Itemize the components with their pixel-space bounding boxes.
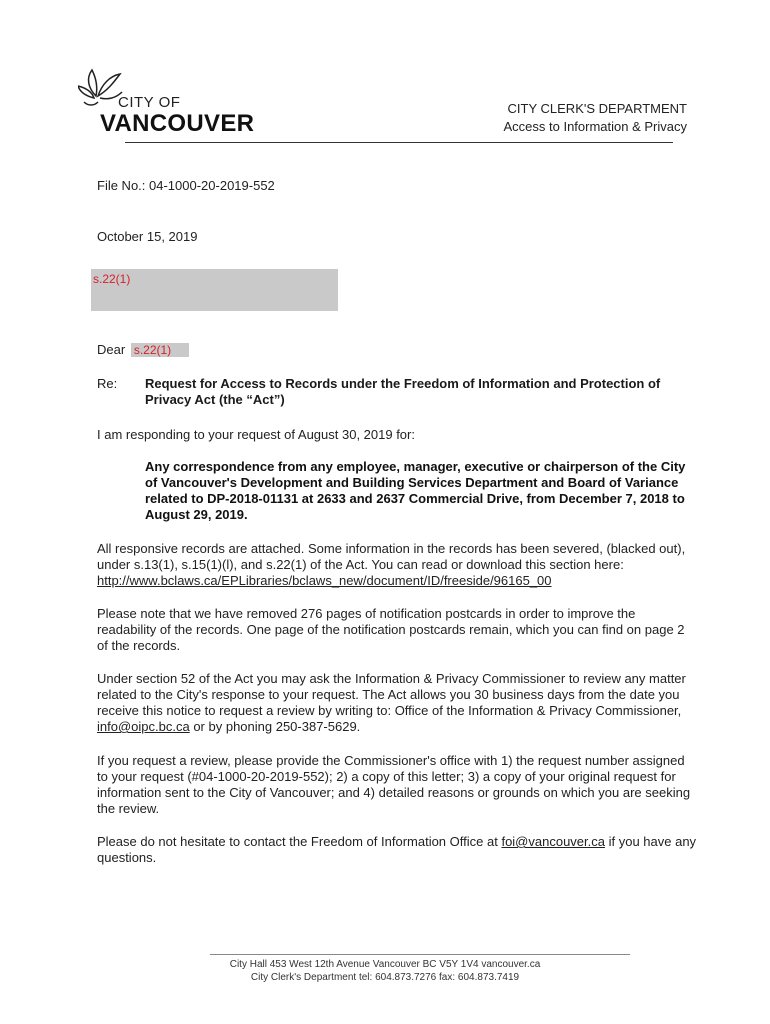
bclaws-link[interactable]: http://www.bclaws.ca/EPLibraries/bclaws_new/document/ID/freeside/96165_00 [97,573,552,588]
foi-email-link[interactable]: foi@vancouver.ca [501,834,605,849]
paragraph-contact [97,834,697,866]
responding-line: I am responding to your request of August 30, 2019 for: [97,427,415,442]
department-header [503,100,687,136]
oipc-email-link[interactable]: info@oipc.bc.ca [97,719,190,734]
salutation-redaction: s.22(1) [131,343,189,357]
paragraph-review-requirements: If you request a review, please provide the Commissioner's office with 1) the request number assigned to your request (#04-1000-20-2019-552); 2) a copy of this letter; 3) a copy of your original request for information sent to the City of Vancouver; and 4) detailed reasons or grounds on which you are seeking the review. [97,753,691,816]
address-redaction [91,269,338,311]
city-logo [78,62,258,142]
review-rights-phone: or by phoning 250-387-5629. [193,719,361,734]
footer-contact: City Clerk's Department tel: 604.873.7276 fax: 604.873.7419 [250,972,520,983]
contact-text-end: if you have any questions. [97,834,697,865]
responsive-records-text: All responsive records are attached. Some information in the records has been severed, (blacked out), under s.13(1), s.15(1)(l), and s.22(1) of the Act. You can read or download this section here: [97,541,686,572]
footer-address: City Hall 453 West 12th Avenue Vancouver BC V5Y 1V4 vancouver.ca [229,959,541,970]
contact-text: Please do not hesitate to contact the Freedom of Information Office at [97,834,498,849]
department-sub: Access to Information & Privacy [503,119,687,134]
paragraph-review-rights [97,671,697,735]
subject-line: Request for Access to Records under the Freedom of Information and Protection of Privacy Act (the “Act”) [145,376,661,407]
logo-city-of: CITY OF [118,94,181,111]
review-rights-text: Under section 52 of the Act you may ask the Information & Privacy Commissioner to review any matter related to the City's response to your request. The Act allows you 30 business days from the date you receive this notice to request a review by writing to: Office of the Information & Privacy Commissioner, [97,671,686,718]
letter-date: October 15, 2019 [97,229,198,244]
footer-divider [210,954,630,955]
paragraph-removed-pages: Please note that we have removed 276 pages of notification postcards in order to improve the readability of the records. One page of the notification postcards remain, which you can find on page 2 of the records. [97,606,685,653]
department-name: CITY CLERK'S DEPARTMENT [507,101,687,116]
logo-vancouver: VANCOUVER [100,110,255,137]
redaction-code: s.22(1) [93,272,131,286]
re-label: Re: [97,376,118,391]
salutation-dear: Dear [97,342,126,357]
file-number: File No.: 04-1000-20-2019-552 [97,178,275,193]
salutation [97,342,189,357]
paragraph-responsive-records [97,541,697,589]
request-text: Any correspondence from any employee, manager, executive or chairperson of the City of Vancouver's Development and Building Services Department and Board of Variance related to DP-2018-01131 at 2633 and 2637 Commercial Drive, from December 7, 2018 to August 29, 2019. [145,459,686,522]
header-divider [125,142,673,143]
